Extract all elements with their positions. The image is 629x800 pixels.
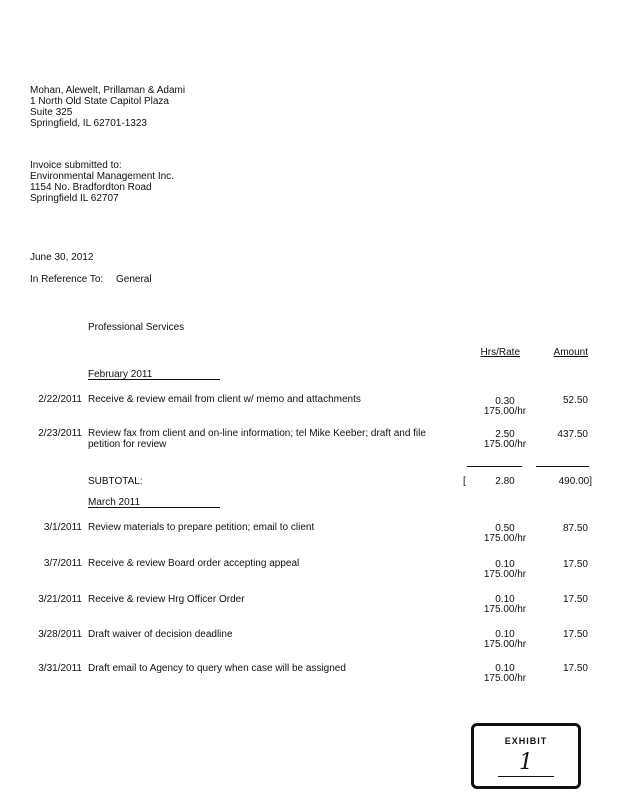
entry-hours: 0.50: [495, 523, 515, 534]
entry-rate: 175.00/hr: [483, 439, 527, 450]
entry-amount: 17.50: [562, 559, 588, 570]
entry-hours: 0.10: [495, 594, 515, 605]
column-hrs-rate: Hrs/Rate: [480, 347, 520, 358]
exhibit-number: 1: [519, 750, 533, 775]
client-address: [30, 160, 174, 204]
client-name: Environmental Management Inc.: [30, 171, 174, 182]
firm-suite: Suite 325: [30, 107, 73, 118]
entry-description: Review materials to prepare petition; email to client: [88, 522, 315, 533]
subtotal-label: SUBTOTAL:: [88, 476, 143, 487]
entry-description-line: Review fax from client and on-line information; tel Mike Keeber; draft and file: [88, 428, 426, 439]
entry-rate: 175.00/hr: [483, 406, 527, 417]
exhibit-sticker: [471, 723, 581, 789]
entry-rate: 175.00/hr: [483, 569, 527, 580]
entry-hours: 2.50: [495, 429, 515, 440]
month-heading: February 2011: [88, 369, 153, 380]
entry-description: Receive & review Hrg Officer Order: [88, 594, 245, 605]
entry-amount: 17.50: [562, 663, 588, 674]
firm-name: Mohan, Alewelt, Prillaman & Adami: [30, 85, 186, 96]
subtotal-rule-hours: [467, 466, 522, 467]
reference-label: In Reference To:: [30, 274, 104, 285]
entry-rate: 175.00/hr: [483, 604, 527, 615]
entry-description: Draft waiver of decision deadline: [88, 629, 233, 640]
section-title: Professional Services: [88, 322, 185, 333]
entry-date: 3/31/2011: [38, 663, 82, 674]
entry-amount: 52.50: [562, 395, 588, 406]
subtotal-amount: 490.00]: [558, 476, 592, 487]
month-heading: March 2011: [88, 497, 141, 508]
exhibit-underline: [498, 776, 554, 777]
entry-description-line: petition for review: [88, 439, 167, 450]
column-amount: Amount: [553, 347, 588, 358]
entry-hours: 0.10: [495, 629, 515, 640]
entry-hours: 0.10: [495, 663, 515, 674]
entry-rate: 175.00/hr: [483, 639, 527, 650]
entry-description: Receive & review email from client w/ memo and attachments: [88, 394, 361, 405]
entry-date: 3/7/2011: [43, 558, 82, 569]
entry-amount: 17.50: [562, 629, 588, 640]
exhibit-label: EXHIBIT: [504, 736, 548, 746]
entry-hours: 0.30: [495, 396, 515, 407]
entry-date: 2/23/2011: [38, 428, 82, 439]
subtotal-bracket: [: [463, 476, 466, 487]
invoice-submitted-label: Invoice submitted to:: [30, 160, 122, 171]
client-street: 1154 No. Bradfordton Road: [30, 182, 152, 193]
entry-amount: 87.50: [562, 523, 588, 534]
month-underline: [88, 379, 220, 380]
entry-date: 3/21/2011: [38, 594, 82, 605]
subtotal-rule-amount: [536, 466, 589, 467]
reference-value: General: [116, 274, 152, 285]
entry-date: 3/1/2011: [43, 522, 82, 533]
entry-date: 2/22/2011: [38, 394, 82, 405]
entry-description: Receive & review Board order accepting appeal: [88, 558, 300, 569]
entry-description: Draft email to Agency to query when case will be assigned: [88, 663, 346, 674]
subtotal-hours: 2.80: [495, 476, 515, 487]
entry-date: 3/28/2011: [38, 629, 82, 640]
entry-amount: 437.50: [557, 429, 588, 440]
month-underline: [88, 507, 220, 508]
entry-rate: 175.00/hr: [483, 533, 527, 544]
entry-description: [88, 428, 426, 450]
entry-amount: 17.50: [562, 594, 588, 605]
firm-address: [30, 85, 185, 129]
entry-hours: 0.10: [495, 559, 515, 570]
entry-rate: 175.00/hr: [483, 673, 527, 684]
client-city: Springfield IL 62707: [30, 193, 119, 204]
firm-city: Springfield, IL 62701-1323: [30, 118, 147, 129]
firm-street: 1 North Old State Capitol Plaza: [30, 96, 169, 107]
invoice-date: June 30, 2012: [30, 252, 94, 263]
